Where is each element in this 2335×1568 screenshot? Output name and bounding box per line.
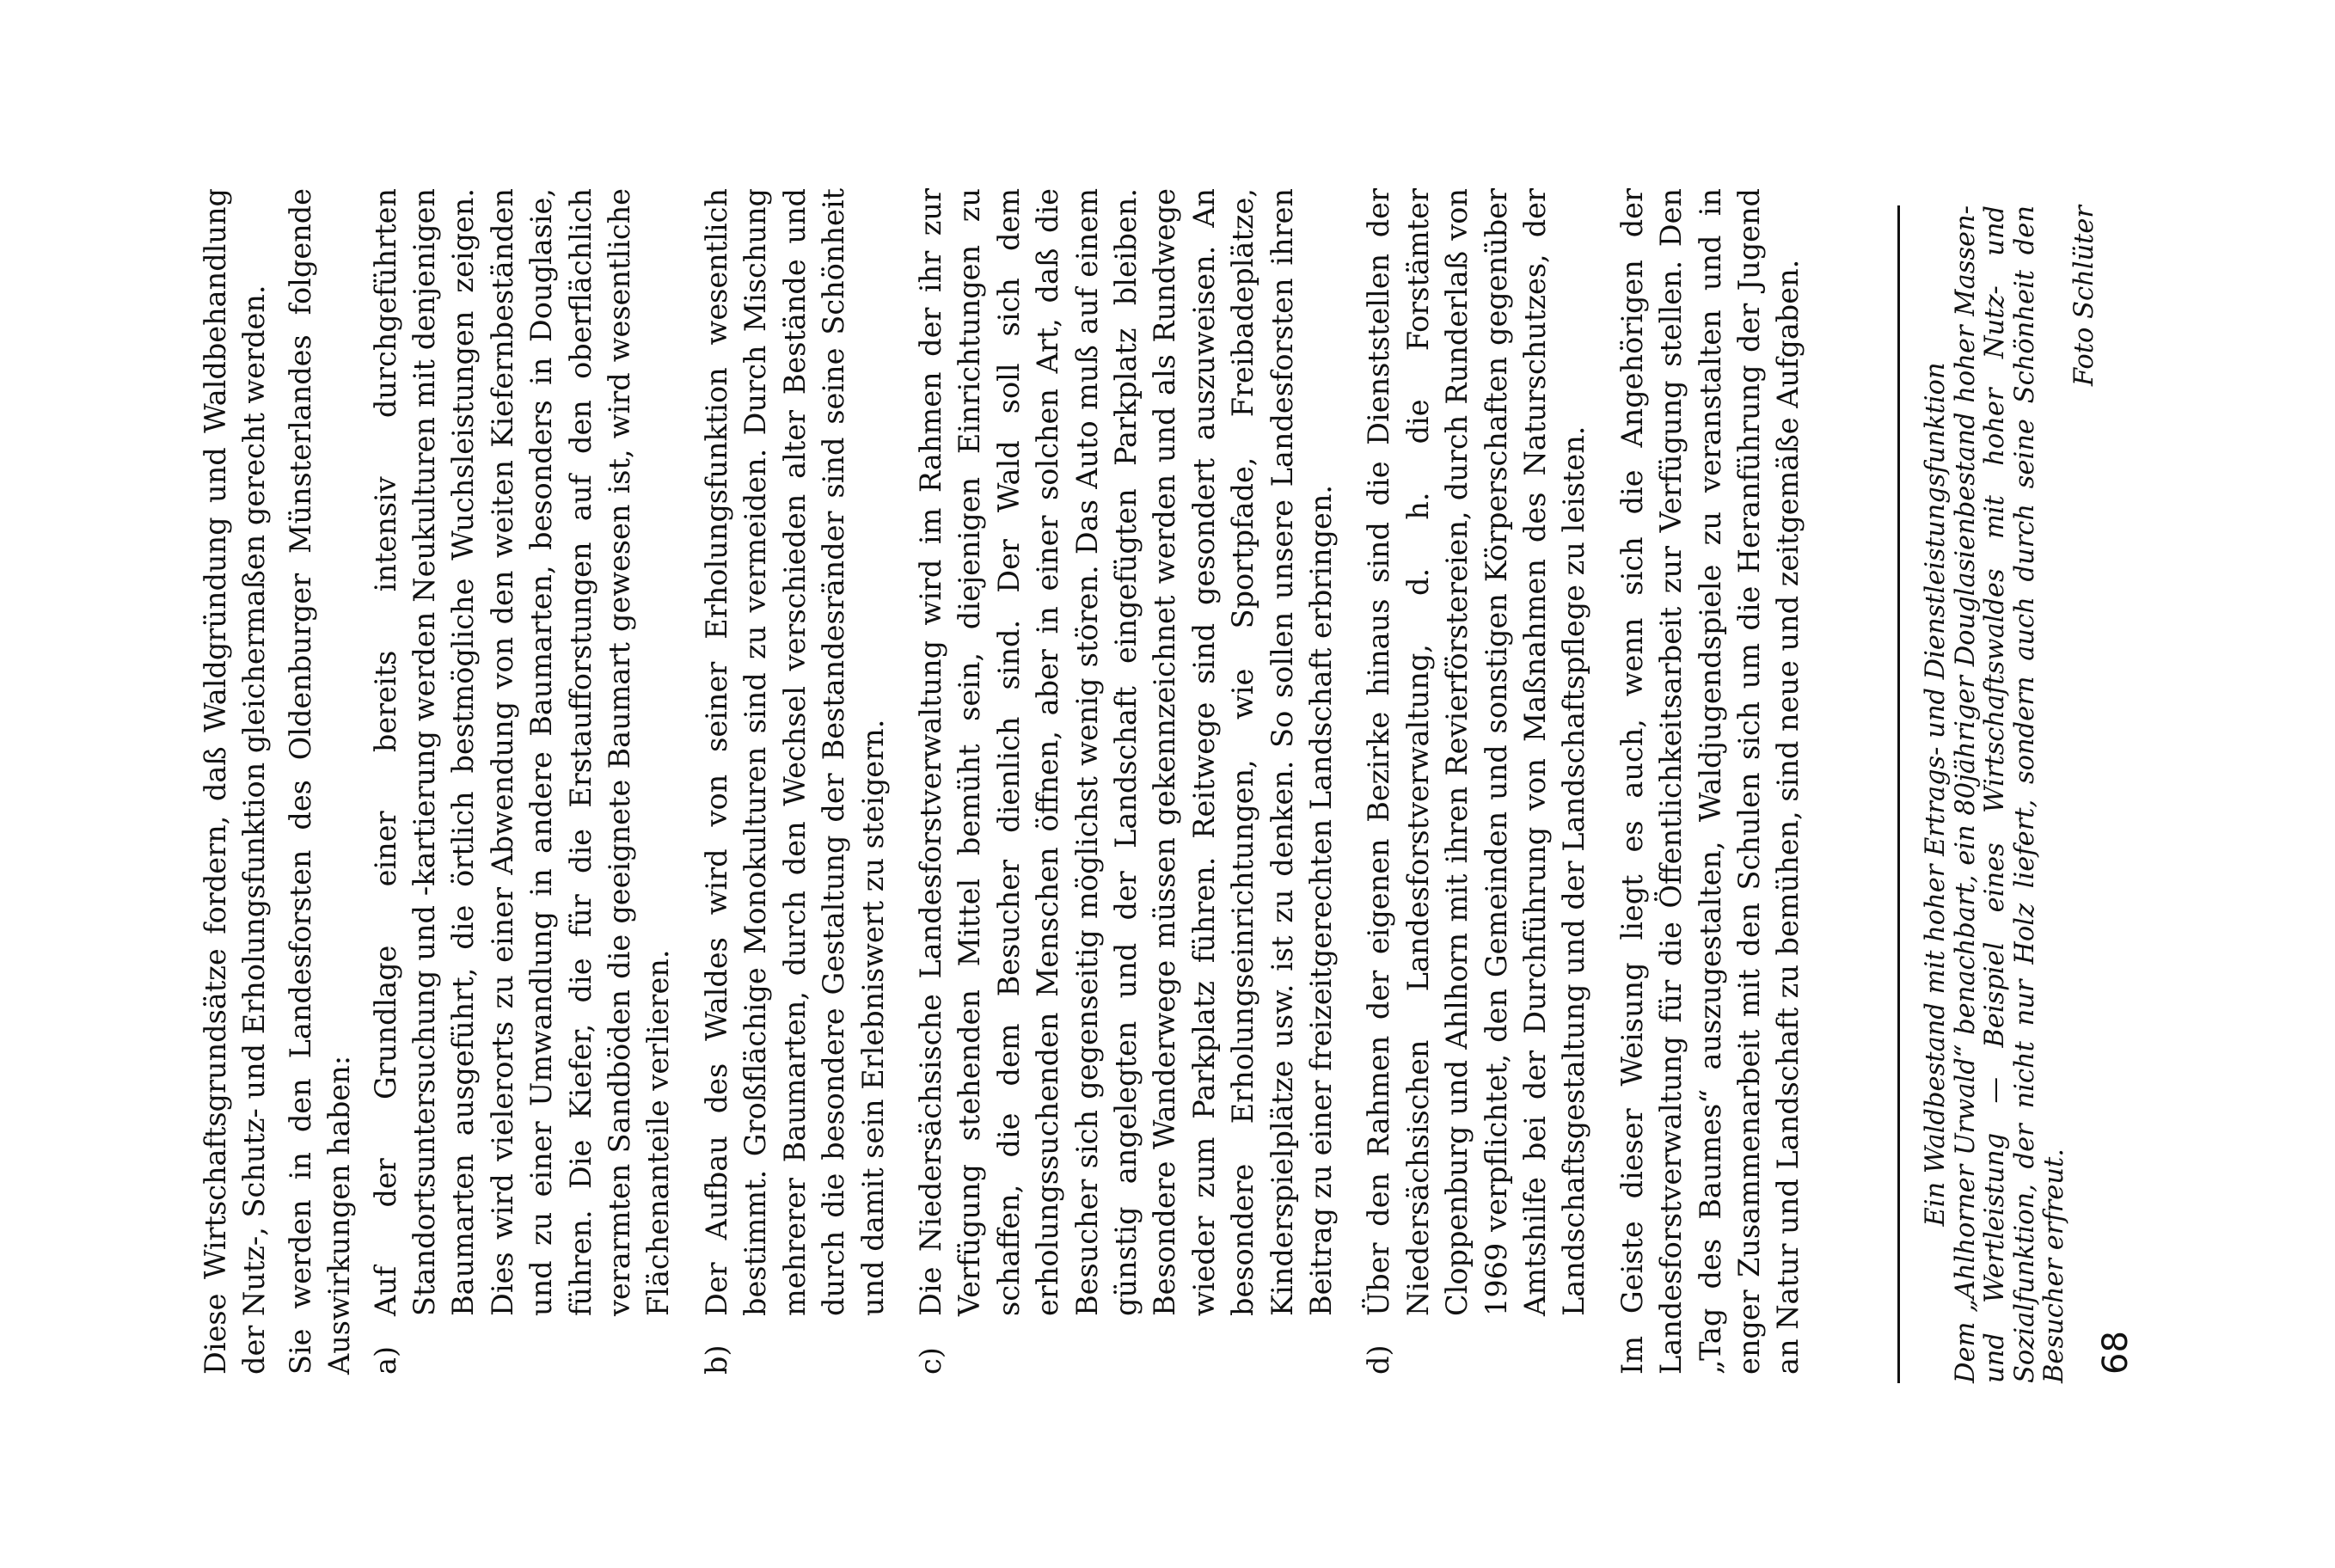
list-item-label: b) xyxy=(699,1344,733,1375)
list-item-label: d) xyxy=(1362,1344,1396,1375)
main-text xyxy=(196,188,1815,1375)
list-item-label: a) xyxy=(368,1345,402,1375)
photo-caption xyxy=(1921,205,2099,1383)
list-item xyxy=(911,188,1340,1375)
list-item xyxy=(1359,188,1593,1375)
photo-credit: Foto Schlüter xyxy=(2068,205,2099,387)
closing-paragraph: Im Geiste dieser Weisung liegt es auch, wenn sich die Angehörigen der Landesforstverwaltung für die Öffentlichkeitsarbeit zur Verfügung stellen. Den „Tag des Baumes“ auszugestalten, Waldjugendspiele zu veranstalten und in enger Zusammenarbeit mit den Schulen sich um die Heranführung der Jugend an Natur und Landschaft zu bemühen, sind neue und zeitgemäße Aufgaben. xyxy=(1615,188,1805,1375)
caption-divider xyxy=(1897,205,1900,1383)
intro-paragraph: Diese Wirtschaftsgrundsätze fordern, daß Waldgründung und Waldbehandlung der Nutz-, Schutz- und Erholungsfunktion gleichermaßen gerecht werden. xyxy=(199,188,272,1375)
caption-body: Dem „Ahlhorner Urwald“ benachbart, ein 80jähriger Douglasienbestand hoher Massen- und Wertleistung — Beispiel eines Wirtschaftswaldes mit hoher Nutz- und Sozialfunktion, der nicht nur Holz liefert, sondern auch durch seine Schönheit den Besucher erfreut. xyxy=(1950,205,2069,1383)
list-item xyxy=(366,188,678,1375)
page-number: 68 xyxy=(2096,1331,2136,1375)
intro-paragraph: Sie werden in den Landesforsten des Oldenburger Münsterlandes folgende Auswirkungen haben: xyxy=(283,188,357,1375)
list-item-text: Über den Rahmen der eigenen Bezirke hinaus sind die Dienststellen der Niedersächsischen Landesforstverwaltung, d. h. die Forstämter Cloppenburg und Ahlhorn mit ihren Revierförstereien, durch Runderlaß von 1969 verpflichtet, den Gemeinden und sonstigen Körperschaften gegenüber Amtshilfe bei der Durchführung von Maßnahmen des Naturschutzes, der Landschaftsgestaltung und der Landschaftspflege zu leisten. xyxy=(1362,188,1591,1316)
list-item-text: Der Aufbau des Waldes wird von seiner Erholungsfunktion wesentlich bestimmt. Großflächige Monokulturen sind zu vermeiden. Durch Mischung mehrerer Baumarten, durch den Wechsel verschieden alter Bestände und durch die besondere Gestaltung der Bestandesränder sind seine Schönheit und damit sein Erlebniswert zu steigern. xyxy=(699,188,890,1316)
list-item-text: Auf der Grundlage einer bereits intensiv durchgeführten Standortsuntersuchung und -kartierung werden Neukulturen mit denjenigen Baumarten ausgeführt, die örtlich bestmögliche Wuchsleistungen zeigen. Dies wird vielerorts zu einer Abwendung von den weiten Kiefernbeständen und zu einer Umwandlung in andere Baumarten, besonders in Douglasie, führen. Die Kiefer, die für die Erstaufforstungen auf den oberflächlich verarmten Sandböden die geeignete Baumart gewesen ist, wird wesentliche Flächenanteile verlieren. xyxy=(368,188,676,1316)
list-item-label: c) xyxy=(913,1347,947,1375)
caption-title: Ein Waldbestand mit hoher Ertrags- und Dienstleistungsfunktion xyxy=(1921,362,1951,1227)
list-item xyxy=(697,188,892,1375)
list-item-text: Die Niedersächsische Landesforstverwaltung wird im Rahmen der ihr zur Verfügung stehenden Mittel bemüht sein, diejenigen Einrichtungen zu schaffen, die dem Besucher dienlich sind. Der Wald soll sich dem erholungssuchenden Menschen öffnen, aber in einer solchen Art, daß die Besucher sich gegenseitig möglichst wenig stören. Das Auto muß auf einem günstig angelegten und der Landschaft eingefügten Parkplatz bleiben. Besondere Wanderwege müssen gekennzeichnet werden und als Rundwege wieder zum Parkplatz führen. Reitwege sind gesondert auszuweisen. An besondere Erholungseinrichtungen, wie Sportpfade, Freibadeplätze, Kinderspielplätze usw. ist zu denken. So sollen unsere Landesforsten ihren Beitrag zu einer freizeitgerechten Landschaft erbringen. xyxy=(913,188,1338,1316)
